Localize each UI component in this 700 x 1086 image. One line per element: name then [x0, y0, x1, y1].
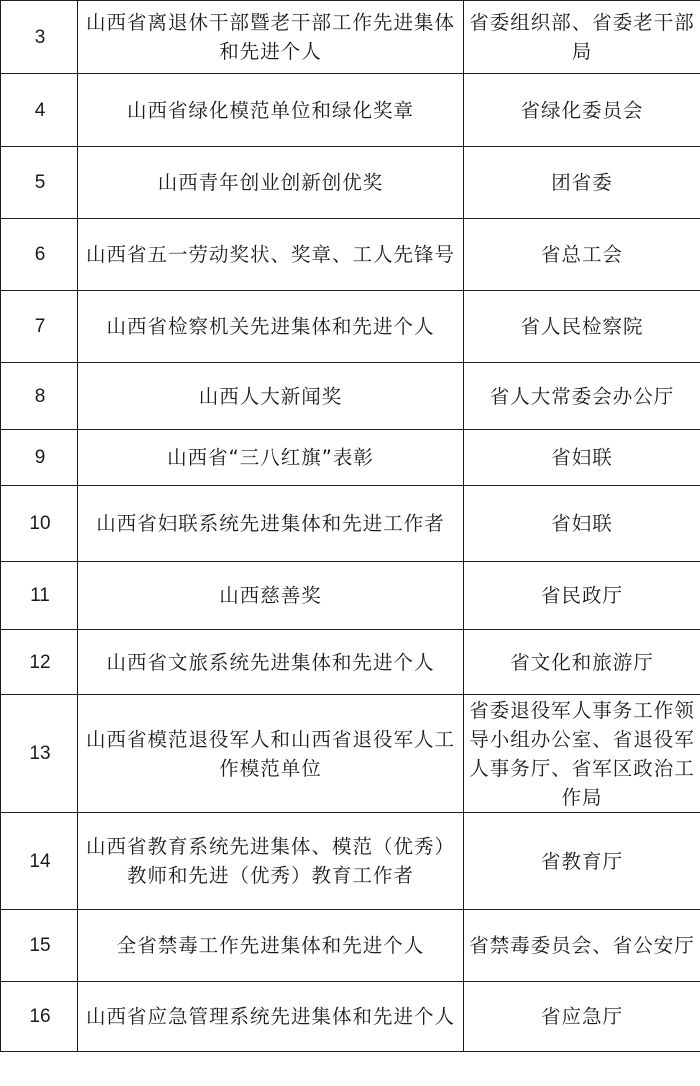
award-title: 山西慈善奖 — [78, 562, 464, 630]
awarding-department: 省禁毒委员会、省公安厅 — [464, 910, 700, 982]
row-number: 10 — [1, 486, 78, 562]
award-title: 山西省应急管理系统先进集体和先进个人 — [78, 982, 464, 1052]
awarding-department: 省人民检察院 — [464, 291, 700, 363]
awarding-department: 省妇联 — [464, 486, 700, 562]
row-number: 8 — [1, 363, 78, 430]
table-row — [1, 219, 700, 291]
award-title: 山西省绿化模范单位和绿化奖章 — [78, 74, 464, 147]
awarding-department: 省应急厅 — [464, 982, 700, 1052]
awarding-department: 省总工会 — [464, 219, 700, 291]
row-number: 12 — [1, 630, 78, 695]
row-number: 14 — [1, 813, 78, 910]
table-row — [1, 486, 700, 562]
row-number: 4 — [1, 74, 78, 147]
table-row — [1, 363, 700, 430]
row-number: 5 — [1, 147, 78, 219]
awarding-department: 省人大常委会办公厅 — [464, 363, 700, 430]
awarding-department: 省绿化委员会 — [464, 74, 700, 147]
table-row — [1, 813, 700, 910]
awarding-department: 省民政厅 — [464, 562, 700, 630]
award-title: 山西省五一劳动奖状、奖章、工人先锋号 — [78, 219, 464, 291]
award-title: 山西青年创业创新创优奖 — [78, 147, 464, 219]
table-row — [1, 291, 700, 363]
award-title: 山西人大新闻奖 — [78, 363, 464, 430]
table-row — [1, 1, 700, 74]
row-number: 9 — [1, 430, 78, 486]
awarding-department: 团省委 — [464, 147, 700, 219]
table-row — [1, 147, 700, 219]
row-number: 7 — [1, 291, 78, 363]
award-title: 山西省文旅系统先进集体和先进个人 — [78, 630, 464, 695]
row-number: 13 — [1, 695, 78, 813]
award-title: 山西省“三八红旗”表彰 — [78, 430, 464, 486]
table-row — [1, 562, 700, 630]
table-row — [1, 74, 700, 147]
award-title: 山西省检察机关先进集体和先进个人 — [78, 291, 464, 363]
row-number: 15 — [1, 910, 78, 982]
table-row — [1, 695, 700, 813]
awarding-department: 省妇联 — [464, 430, 700, 486]
awarding-department: 省委退役军人事务工作领导小组办公室、省退役军人事务厅、省军区政治工作局 — [464, 695, 700, 813]
award-title: 山西省离退休干部暨老干部工作先进集体和先进个人 — [78, 1, 464, 74]
award-title: 全省禁毒工作先进集体和先进个人 — [78, 910, 464, 982]
row-number: 6 — [1, 219, 78, 291]
awarding-department: 省教育厅 — [464, 813, 700, 910]
row-number: 11 — [1, 562, 78, 630]
award-title: 山西省教育系统先进集体、模范（优秀）教师和先进（优秀）教育工作者 — [78, 813, 464, 910]
row-number: 16 — [1, 982, 78, 1052]
table-row — [1, 982, 700, 1052]
table-row — [1, 630, 700, 695]
awarding-department: 省文化和旅游厅 — [464, 630, 700, 695]
award-title: 山西省模范退役军人和山西省退役军人工作模范单位 — [78, 695, 464, 813]
award-title: 山西省妇联系统先进集体和先进工作者 — [78, 486, 464, 562]
table-row — [1, 910, 700, 982]
awarding-department: 省委组织部、省委老干部局 — [464, 1, 700, 74]
row-number: 3 — [1, 1, 78, 74]
table-row — [1, 430, 700, 486]
